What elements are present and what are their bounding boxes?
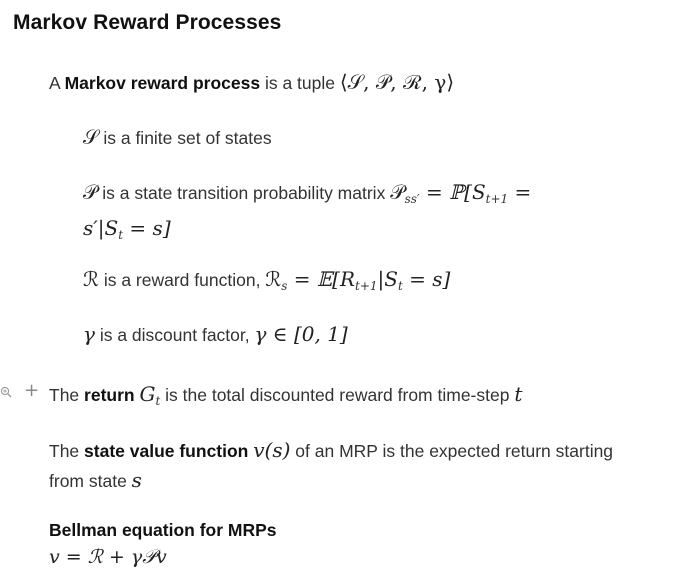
gamma-text: is a discount factor, [94,325,255,345]
reward-formula-part2: = 𝔼[R [287,267,356,291]
add-block-plus-icon[interactable]: + [24,380,40,401]
transition-text: is a state transition probability matrix [97,183,391,203]
transition-formula-rest2: = [508,180,532,204]
intro-term: Markov reward process [64,73,261,93]
transition-formula-sub: ss′ [404,192,420,206]
item-reward-function [83,265,450,301]
value-formula: v(s) [253,438,291,462]
item-states [83,123,272,153]
reward-formula-part4: = s] [402,267,451,291]
return-suffix: is the total discounted reward from time-step [160,385,515,405]
return-symbol-sub: t [155,394,161,408]
transition-formula-line2a: s′|S [83,216,119,240]
intro-prefix: A [49,73,65,93]
transition-formula-line2b: = s] [123,216,171,240]
bellman-formula: v = ℛ + γ𝒫v [49,546,167,568]
value-function-paragraph [49,436,679,496]
transition-formula-rest1: = ℙ[S [419,180,486,204]
reward-formula-r: ℛ [265,267,282,291]
block-gutter [0,381,39,401]
reward-text: is a reward function, [98,270,266,290]
reward-formula-part3: |S [377,267,398,291]
item-discount-factor [83,320,348,350]
states-text: is a finite set of states [98,128,272,148]
gamma-formula: γ ∈ [0, 1] [254,322,348,346]
intro-tuple-formula: ⟨𝒮, 𝒫, ℛ, γ⟩ [339,70,455,94]
item-transition-matrix [83,178,643,250]
transition-symbol: 𝒫 [83,180,98,204]
reward-formula-sub3: t [397,279,403,293]
value-term: state value function [84,441,249,461]
reward-formula-sub: s [281,279,288,293]
transition-formula-p: 𝒫 [390,180,405,204]
bellman-heading: Bellman equation for MRPs [49,520,277,540]
zoom-in-icon[interactable] [0,385,12,397]
reward-symbol: ℛ [83,267,99,291]
value-line2: from state [49,471,132,491]
return-paragraph [49,380,522,416]
page-title: Markov Reward Processes [13,11,282,34]
return-term: return [84,385,135,405]
gamma-symbol: γ [83,322,95,346]
return-var: t [514,382,523,406]
intro-paragraph [49,68,454,98]
bellman-formula-line [49,543,167,572]
states-symbol: 𝒮 [83,125,99,149]
transition-formula-sub2: t+1 [485,192,509,206]
reward-formula-sub2: t+1 [355,279,378,293]
transition-formula-sub3: t [118,228,124,242]
intro-suffix: is a tuple [260,73,340,93]
return-symbol: G [139,382,156,406]
value-suffix: of an MRP is the expected return starting [290,441,614,461]
return-prefix: The [49,385,85,405]
value-prefix: The [49,441,85,461]
value-var: s [131,468,142,492]
